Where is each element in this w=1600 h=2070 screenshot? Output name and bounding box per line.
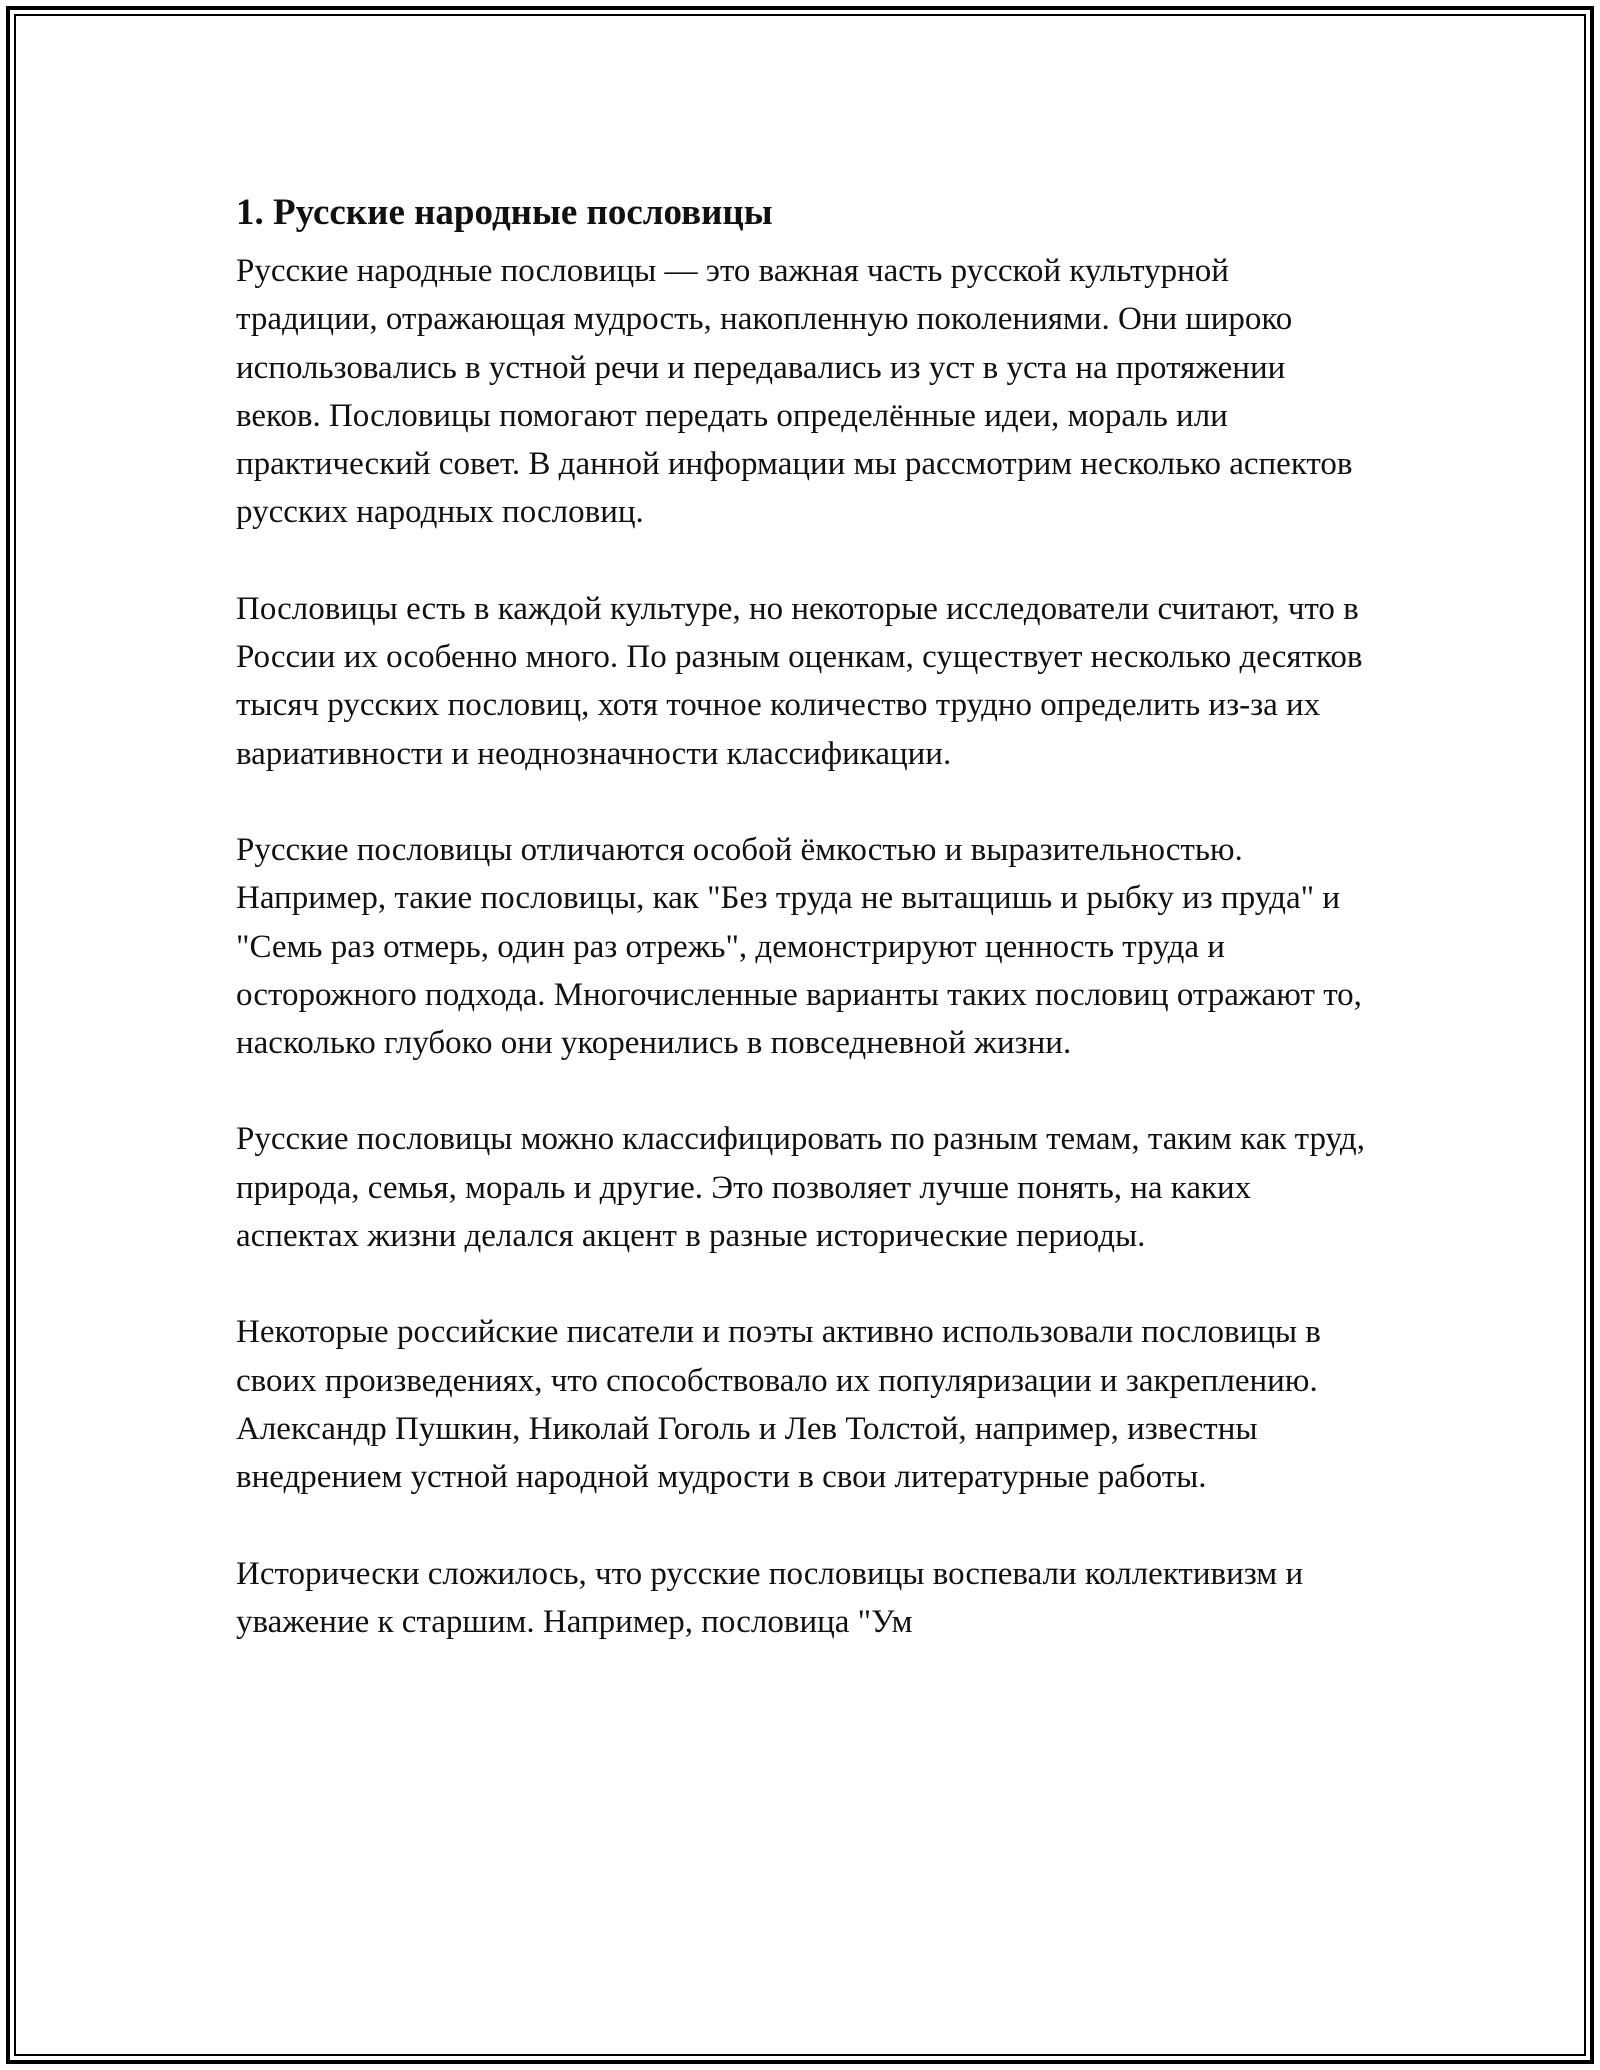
paragraph-expressiveness: Русские пословицы отличаются особой ёмкостью и выразительностью. Например, такие пословицы, как "Без труда не вытащишь и рыбку из пруда" и "Семь раз отмерь, один раз отрежь", демонстрируют ценность труда и осторожного подхода. Многочисленные варианты таких пословиц отражают то, насколько глубоко они укоренились в повседневной жизни.: [236, 831, 1362, 1062]
paragraph-classification: Русские пословицы можно классифицировать по разным темам, таким как труд, природа, семья, мораль и другие. Это позволяет лучше понять, на каких аспектах жизни делался акцент в разные исторические периоды.: [236, 1121, 1365, 1255]
document-page: [236, 185, 1376, 1694]
paragraph-intro: Русские народные пословицы — это важная часть русской культурной традиции, отражающая мудрость, накопленную поколениями. Они широко использовались в устной речи и передавались из уст в уста на протяжении веков. Пословицы помогают передать определённые идеи, мораль или практический совет. В данной информации мы рассмотрим несколько аспектов русских народных пословиц.: [236, 253, 1353, 531]
paragraph-quantity: Пословицы есть в каждой культуре, но некоторые исследователи считают, что в России их особенно много. По разным оценкам, существует несколько десятков тысяч русских пословиц, хотя точное количество трудно определить из-за их вариативности и неоднозначности классификации.: [236, 590, 1363, 772]
paragraph-writers: Некоторые российские писатели и поэты активно использовали пословицы в своих произведениях, что способствовало их популяризации и закреплению. Александр Пушкин, Николай Гоголь и Лев Толстой, например, известны внедрением устной народной мудрости в свои литературные работы.: [236, 1314, 1321, 1496]
section-heading: 1. Русские народные пословицы: [236, 192, 773, 233]
paragraph-history: Исторически сложилось, что русские пословицы воспевали коллективизм и уважение к старшим. Например, пословица "Ум: [236, 1555, 1304, 1640]
